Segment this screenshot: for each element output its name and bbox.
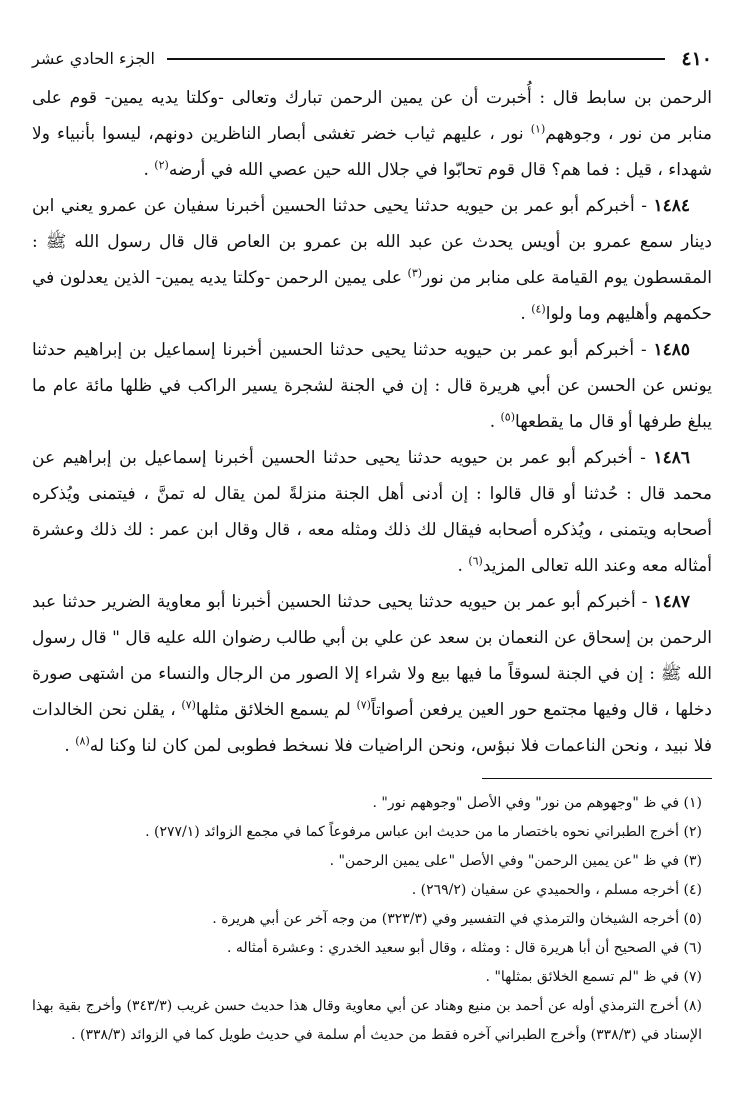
footnote-3: (٣) في ظ "عن يمين الرحمن" وفي الأصل "على يمين الرحمن" . — [329, 853, 702, 869]
footnote-ref[interactable]: (٣) — [407, 266, 423, 280]
footnote-4: (٤) أخرجه مسلم ، والحميدي عن سفيان (٢٦٩/٢) . — [411, 882, 702, 898]
header-rule — [167, 58, 665, 60]
hadith-1487: ١٤٨٧ - أخبركم أبو عمر بن حيويه حدثنا يحيى حدثنا الحسين أخبرنا أبو معاوية الضرير حدثنا عبد الرحمن بن إسحاق عن النعمان بن سعد عن علي بن أبي طالب رضوان الله عليه قال " قال رسول الله ﷺ : إن في الجنة لسوقاً ما فيها بيع ولا شراء إلا الصور من الرجال والنساء من اشتهى صورة دخلها ، قال وفيها مجتمع حور العين يرفعن أصواتاً$^{(٧)}$ لم يسمع الخلائق مثلها$^{(٧)}$ ، يقلن نحن الخالدات فلا نبيد ، ونحن الناعمات فلا نبؤس، ونحن الراضيات فلا نسخط فطوبى لمن كان لنا وكنا له$^{(٨)}$ . — [32, 592, 712, 756]
footnote-ref[interactable]: (٨) — [75, 734, 90, 748]
footnote-ref[interactable]: (٢) — [154, 158, 169, 172]
footnote-8: (٨) أخرج الترمذي أوله عن أحمد بن منيع وهناد عن أبي معاوية وقال هذا حديث حسن غريب (٣٤٣/٣) وأخرج بقية بهذا الإسناد في (٣٣٨/٣) وأخرج الطبراني آخره فقط من حديث أم سلمة في حديث طويل كما في الزوائد (٣٣٨/٣) . — [32, 998, 702, 1043]
footnote-1: (١) في ظ "وجهوهم من نور" وفي الأصل "وجوههم نور" . — [372, 795, 702, 811]
page-number: ٤١٠ — [681, 48, 712, 70]
hadith-1484: ١٤٨٤ - أخبركم أبو عمر بن حيويه حدثنا يحيى حدثنا الحسين أخبرنا سفيان عن عمرو يعني ابن دينار سمع عمرو بن أويس يحدث عن عبد الله بن عمرو بن العاص قال قال رسول الله ﷺ : المقسطون يوم القيامة على منابر من نور$^{(٣)}$ على يمين الرحمن -وكلتا يديه يمين- الذين يعدلون في حكمهم وأهليهم وما ولوا$^{(٤)}$ . — [32, 196, 712, 324]
footnote-ref[interactable]: (٧) — [181, 698, 196, 712]
footnote-7: (٧) في ظ "لم تسمع الخلائق بمثلها" . — [485, 969, 702, 985]
paragraph-continuation: الرحمن بن سابط قال : أُخبرت أن عن يمين الرحمن تبارك وتعالى -وكلتا يديه يمين- قوم على منابر من نور ، وجوههم$^{(١)}$ نور ، عليهم ثياب خضر تغشى أبصار الناظرين دونهم، ليسوا بأنبياء ولا شهداء ، قيل : فما هم؟ قال قوم تحابّوا في جلال الله حين عصي الله في أرضه$^{(٢)}$ . — [32, 88, 712, 180]
footnote-ref[interactable]: (١) — [530, 122, 546, 136]
hadith-number: ١٤٨٥ — [653, 340, 690, 360]
footnote-6: (٦) في الصحيح أن أبا هريرة قال : ومثله ، وقال أبو سعيد الخدري : وعشرة أمثاله . — [226, 940, 702, 956]
footnote-ref[interactable]: (٦) — [468, 554, 483, 568]
book-page — [32, 44, 712, 1050]
footnotes — [32, 789, 712, 1050]
footnote-ref[interactable]: (٤) — [531, 302, 546, 316]
hadith-1486: ١٤٨٦ - أخبركم أبو عمر بن حيويه حدثنا يحيى حدثنا الحسين أخبرنا إسماعيل بن إبراهيم عن محمد قال : حُدثنا أو قال قالوا : إن أدنى أهل الجنة منزلةً لمن يقال له تمنَّ ، فيتمنى ويُذكره أصحابه ويتمنى ، ويُذكره أصحابه فيقال لك ذلك ومثله معه ، قال وقال ابن عمر : لك ذلك وعشرة أمثاله معه وعند الله تعالى المزيد$^{(٦)}$ . — [32, 448, 712, 576]
main-text — [32, 80, 712, 764]
footnote-ref[interactable]: (٥) — [500, 410, 516, 424]
hadith-number: ١٤٨٧ — [653, 592, 690, 612]
hadith-number: ١٤٨٤ — [653, 196, 690, 216]
footnote-2: (٢) أخرج الطبراني نحوه باختصار ما من حديث ابن عباس مرفوعاً كما في مجمع الزوائد (٢٧٧/١) . — [145, 824, 702, 840]
footnote-5: (٥) أخرجه الشيخان والترمذي في التفسير وفي (٣٢٣/٣) من وجه آخر عن أبي هريرة . — [212, 911, 702, 927]
hadith-number: ١٤٨٦ — [653, 448, 690, 468]
running-title: الجزء الحادي عشر — [32, 49, 155, 68]
footnote-separator — [482, 778, 712, 779]
footnote-ref[interactable]: (٧) — [356, 698, 371, 712]
page-header — [32, 44, 712, 74]
hadith-1485: ١٤٨٥ - أخبركم أبو عمر بن حيويه حدثنا يحيى حدثنا الحسين أخبرنا إسماعيل بن إبراهيم حدثنا يونس عن الحسن عن أبي هريرة قال : إن في الجنة لشجرة يسير الراكب في ظلها مائة عام ما يبلغ طرفها أو قال ما يقطعها$^{(٥)}$ . — [32, 340, 712, 432]
